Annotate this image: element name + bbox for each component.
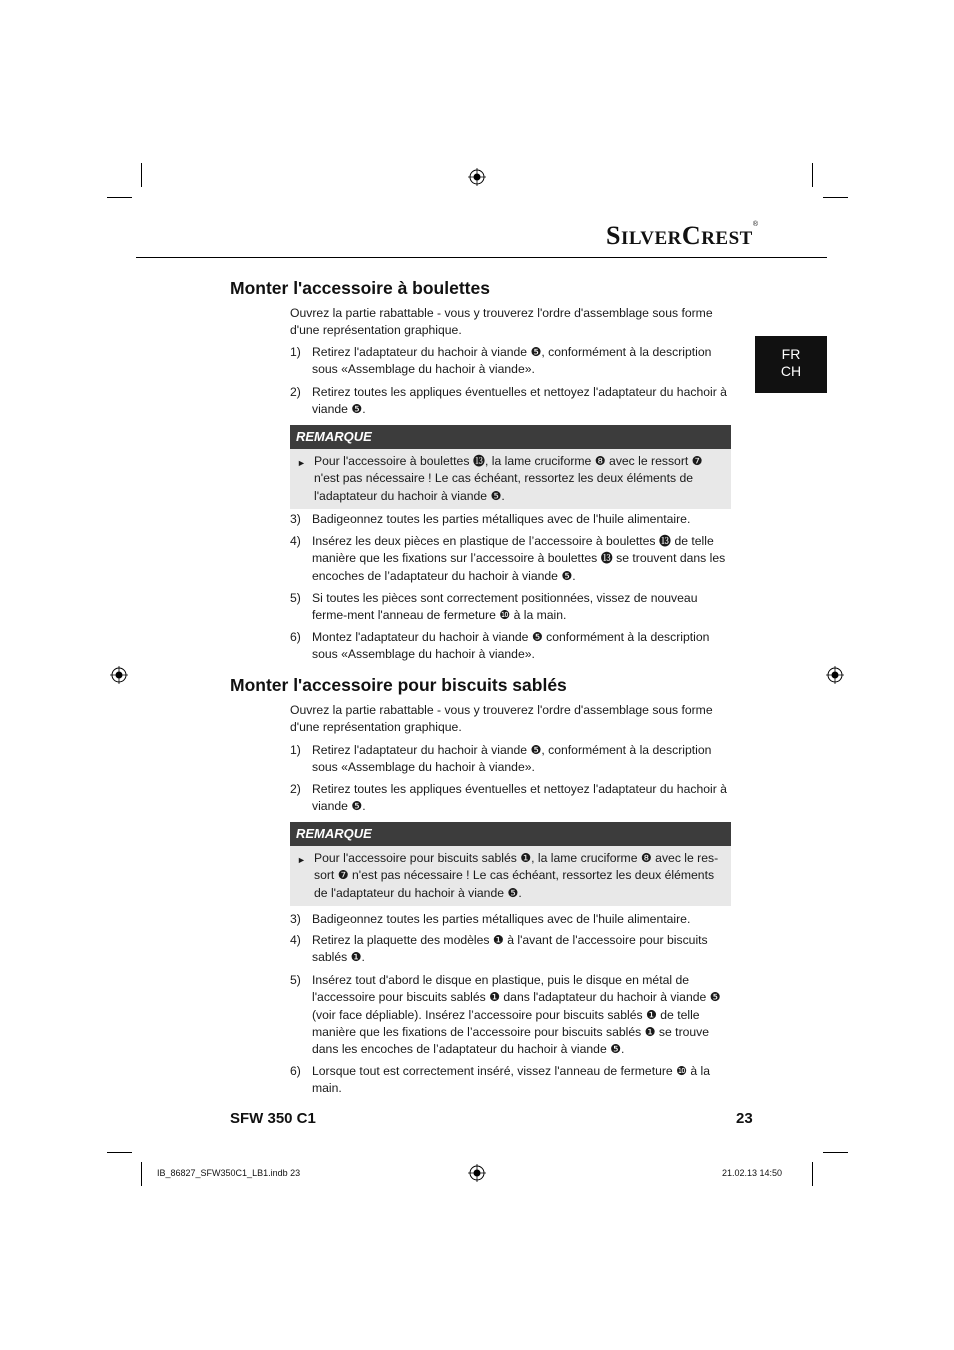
page-number: 23: [736, 1110, 753, 1127]
list-item: 2) Retirez toutes les appliques éventuelles et nettoyez l'adaptateur du hachoir à viande ❺.: [290, 782, 727, 814]
list-item: 5) Si toutes les pièces sont correctement positionnées, vissez de nouveau ferme-ment l'anneau de fermeture ❿ à la main.: [290, 591, 698, 623]
crop-mark: [107, 197, 132, 198]
crop-mark: [823, 197, 848, 198]
bullet-arrow-icon: ►: [297, 855, 306, 865]
section-title: Monter l'accessoire pour biscuits sablés: [230, 675, 567, 695]
crop-mark: [823, 1152, 848, 1153]
section-intro: Ouvrez la partie rabattable - vous y trouverez l'ordre d'assemblage sous forme d'une représentation graphique.: [290, 306, 713, 338]
registration-mark-icon: [468, 168, 486, 186]
crop-mark: [812, 1162, 813, 1186]
section-title: Monter l'accessoire à boulettes: [230, 278, 490, 298]
list-item: 3) Badigeonnez toutes les parties métalliques avec de l'huile alimentaire.: [290, 912, 691, 926]
slug-file: IB_86827_SFW350C1_LB1.indb 23: [157, 1168, 301, 1178]
crop-mark: [107, 1152, 132, 1153]
brand-logo: SILVERCREST®: [606, 221, 759, 250]
list-item: 4) Retirez la plaquette des modèles ❶ à l'avant de l'accessoire pour biscuits sablés ❶.: [290, 933, 708, 965]
bullet-arrow-icon: ►: [297, 458, 306, 468]
language-code-ch: CH: [780, 363, 802, 379]
list-item: 5) Insérez tout d'abord le disque en plastique, puis le disque en métal de l'accessoire pour biscuits sablés ❶ dans l'adaptateur du hachoir à viande ❺ (voir face dépliable). Insérez l’accessoire pour biscuits sablés ❶ de telle manière que les fixations de l’accessoire pour biscuits sablés ❶ se trouve dans les encoches de l’adaptateur du hachoir à viande ❺.: [290, 973, 721, 1057]
list-item: 1) Retirez l'adaptateur du hachoir à viande ❺, conformément à la description sous «Assemblage du hachoir à viande».: [290, 345, 712, 377]
header-rule: [136, 257, 827, 258]
registration-mark-icon: [826, 666, 844, 684]
list-item: 2) Retirez toutes les appliques éventuelles et nettoyez l'adaptateur du hachoir à viande ❺.: [290, 385, 727, 417]
list-item: 3) Badigeonnez toutes les parties métalliques avec de l'huile alimentaire.: [290, 512, 691, 526]
slug-date: 21.02.13 14:50: [722, 1168, 783, 1178]
language-code-fr: FR: [781, 346, 801, 362]
list-item: 1) Retirez l'adaptateur du hachoir à viande ❺, conformément à la description sous «Assemblage du hachoir à viande».: [290, 743, 712, 775]
crop-mark: [141, 163, 142, 187]
list-item: 6) Lorsque tout est correctement inséré, vissez l'anneau de fermeture ❿ à la main.: [290, 1064, 711, 1096]
note-header: REMARQUE: [290, 822, 731, 846]
language-tab: [755, 336, 827, 393]
footer-model: SFW 350 C1: [230, 1110, 316, 1127]
crop-mark: [812, 163, 813, 187]
list-item: 4) Insérez les deux pièces en plastique de l’accessoire à boulettes ⓭ de telle manière que les fixations sur l’accessoire à boulettes ⓭ se trouvent dans les encoches de l’adaptateur du hachoir à viande ❺.: [290, 534, 726, 583]
registration-mark-icon: [110, 666, 128, 684]
section-intro: Ouvrez la partie rabattable - vous y trouverez l'ordre d'assemblage sous forme d'une représentation graphique.: [290, 703, 713, 735]
crop-mark: [141, 1162, 142, 1186]
note-body: ► Pour l'accessoire à boulettes ⓭, la lame cruciforme ❽ avec le ressort ❼ n'est pas nécessaire ! Le cas échéant, ressortez les deux éléments de l'adaptateur du hachoir à viande ❺.: [290, 449, 731, 509]
registration-mark-icon: [468, 1164, 486, 1182]
note-body: ► Pour l'accessoire pour biscuits sablés ❶, la lame cruciforme ❽ avec le res-sort ❼ n'est pas nécessaire ! Le cas échéant, ressortez les deux éléments de l'adaptateur du hachoir à viande ❺.: [290, 846, 731, 906]
list-item: 6) Montez l'adaptateur du hachoir à viande ❺ conformément à la description sous «Assemblage du hachoir à viande».: [290, 630, 710, 662]
note-header: REMARQUE: [290, 425, 731, 449]
